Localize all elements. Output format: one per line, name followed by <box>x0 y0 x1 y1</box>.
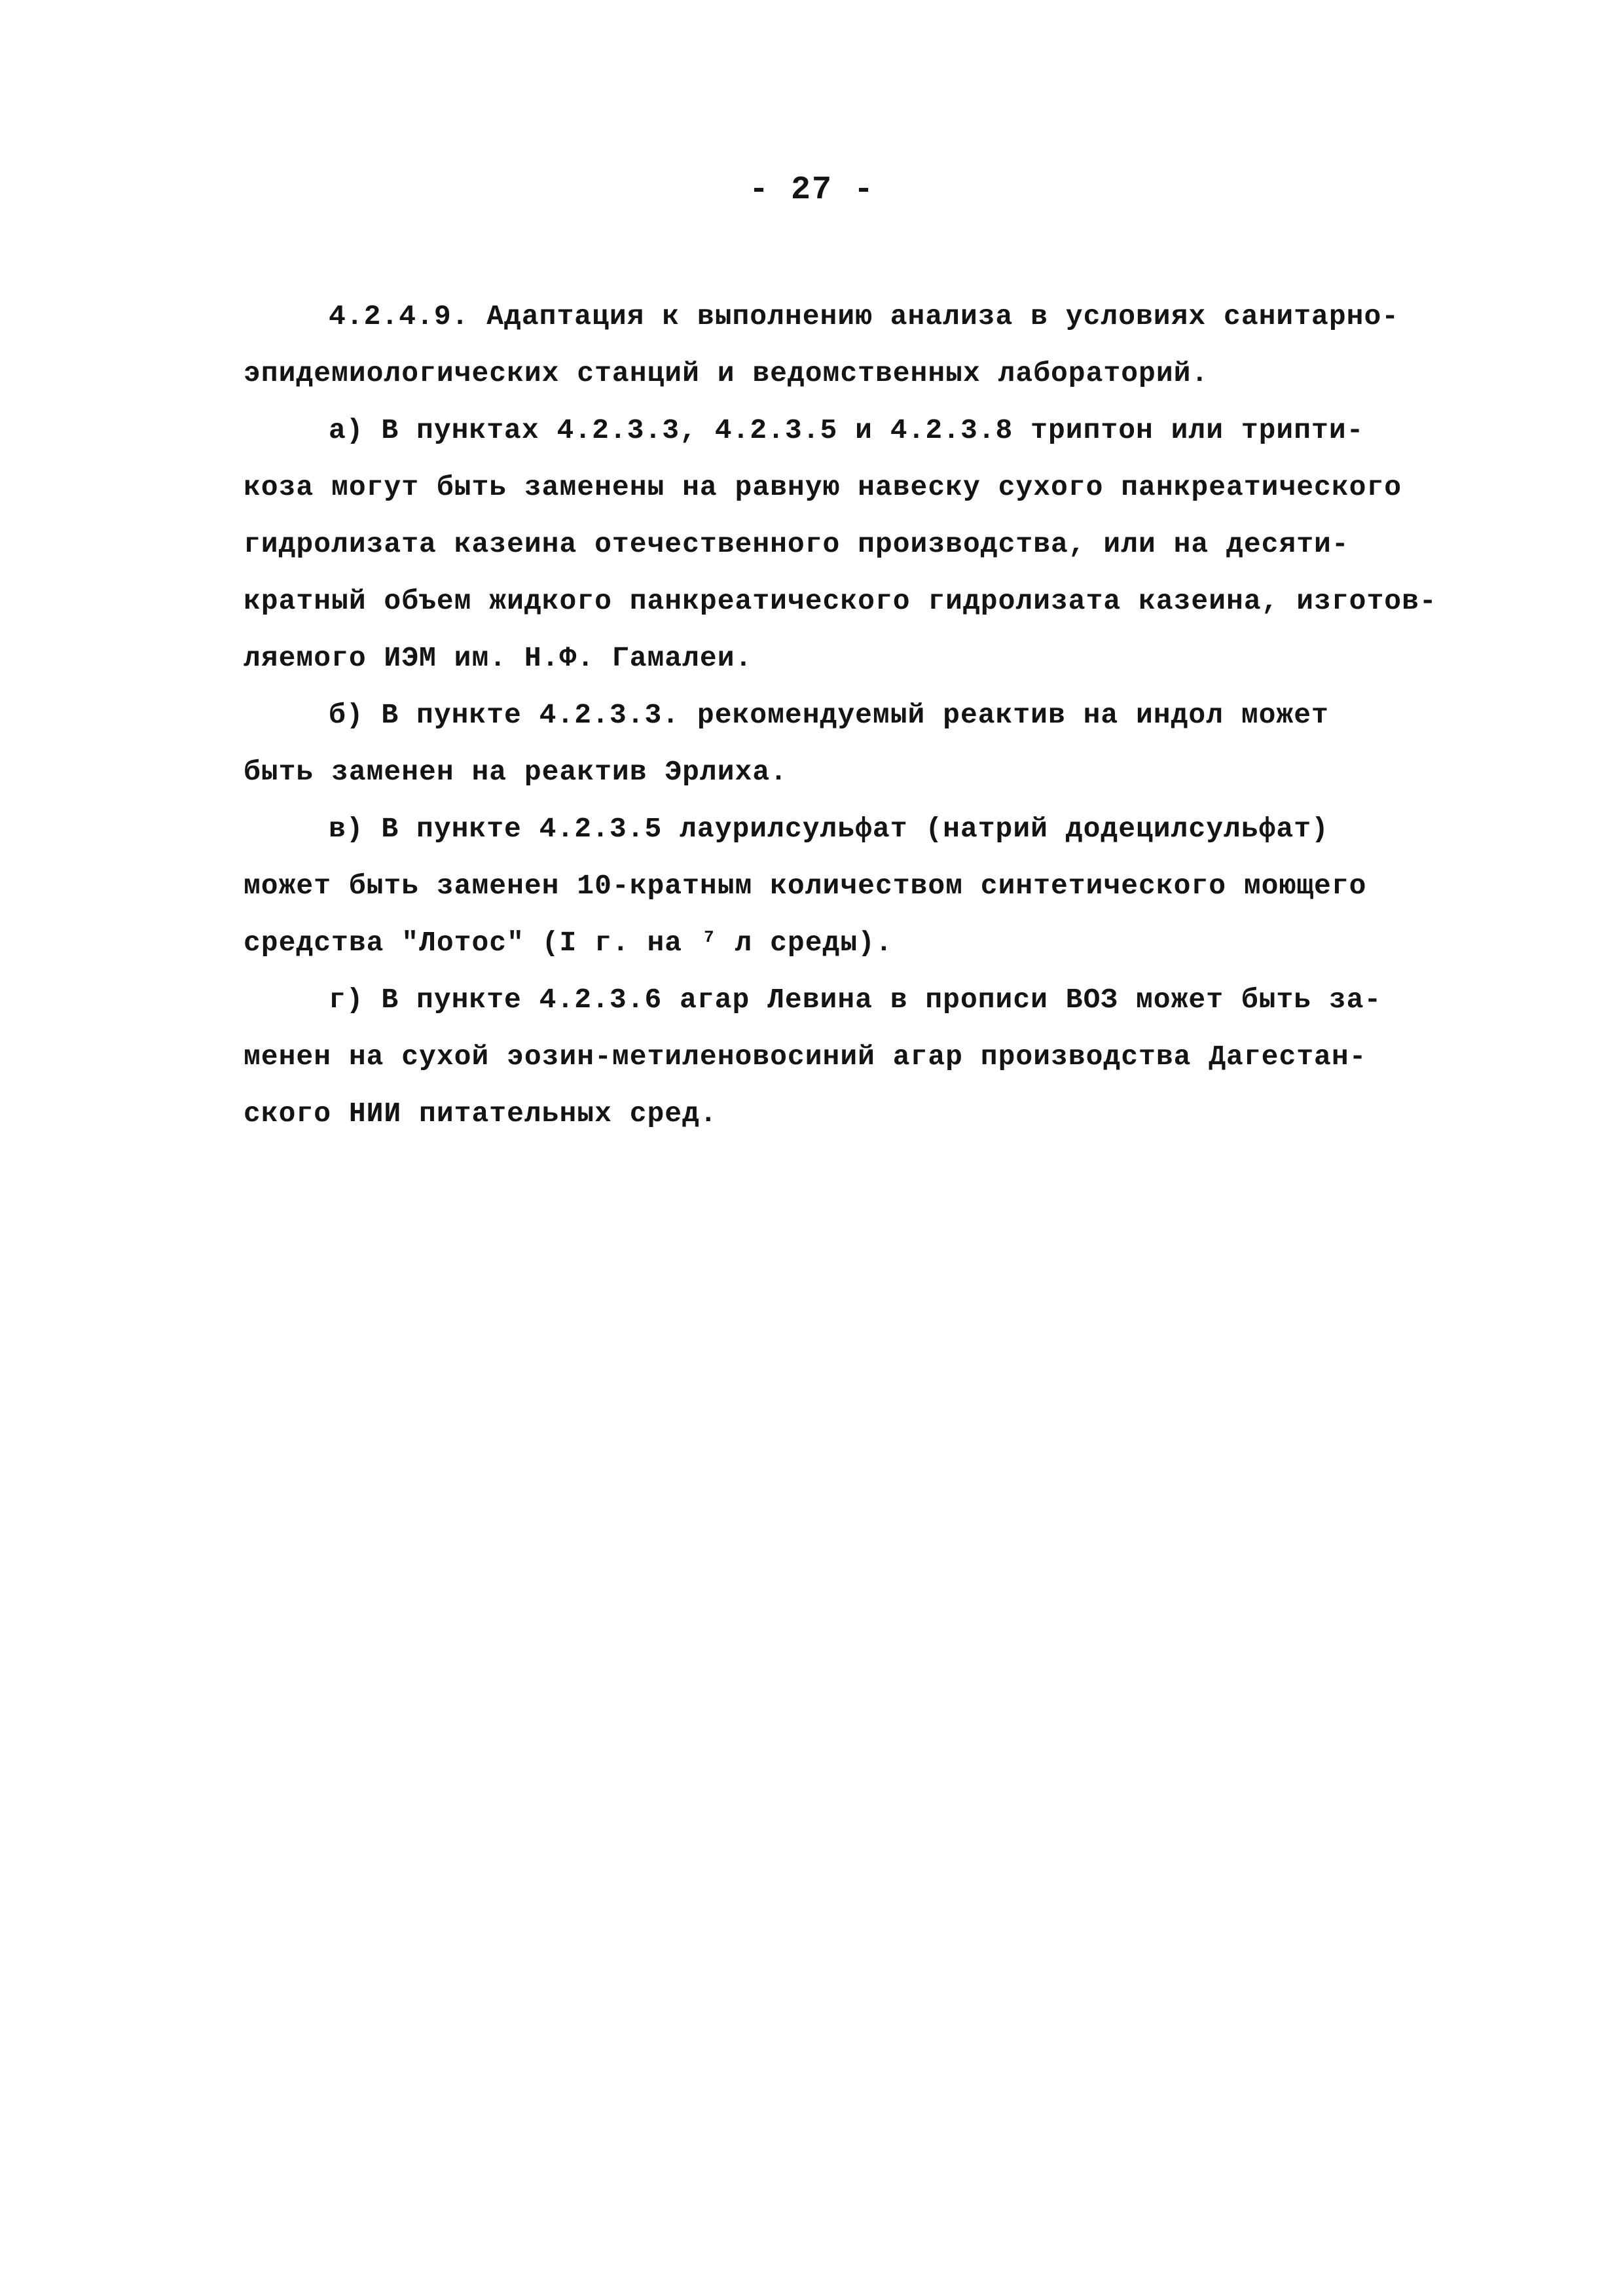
paragraph-line: ляемого ИЭМ им. Н.Ф. Гамалеи. <box>244 642 753 674</box>
paragraph-line: кратный объем жидкого панкреатического гидролизата казеина, изготов- <box>244 585 1437 617</box>
paragraph-line: б) В пункте 4.2.3.3. рекомендуемый реактив на индол может <box>329 699 1329 731</box>
page-number: - 27 - <box>748 171 875 209</box>
paragraph-line: коза могут быть заменены на равную навеску сухого панкреатического <box>244 471 1402 503</box>
paragraph-line: а) В пунктах 4.2.3.3, 4.2.3.5 и 4.2.3.8 триптон или трипти- <box>329 414 1364 446</box>
paragraph-line: эпидемиологических станций и ведомственных лабораторий. <box>244 357 1209 389</box>
paragraph-line: ского НИИ питательных сред. <box>244 1098 718 1130</box>
paragraph-line: средства "Лотос" (I г. на ⁷ л среды). <box>244 927 893 959</box>
paragraph-line: гидролизата казеина отечественного производства, или на десяти- <box>244 528 1349 560</box>
paragraph-line: быть заменен на реактив Эрлиха. <box>244 756 788 788</box>
paragraph-line: менен на сухой эозин-метиленовосиний агар производства Дагестан- <box>244 1041 1367 1073</box>
body-text <box>244 288 1437 1142</box>
paragraph-line: г) В пункте 4.2.3.6 агар Левина в прописи ВОЗ может быть за- <box>329 984 1382 1016</box>
section-heading-line: 4.2.4.9. Адаптация к выполнению анализа в условиях санитарно- <box>329 300 1400 332</box>
paragraph-line: может быть заменен 10-кратным количеством синтетического моющего <box>244 870 1367 902</box>
paragraph-line: в) В пункте 4.2.3.5 лаурилсульфат (натрий додецилсульфат) <box>329 813 1329 845</box>
